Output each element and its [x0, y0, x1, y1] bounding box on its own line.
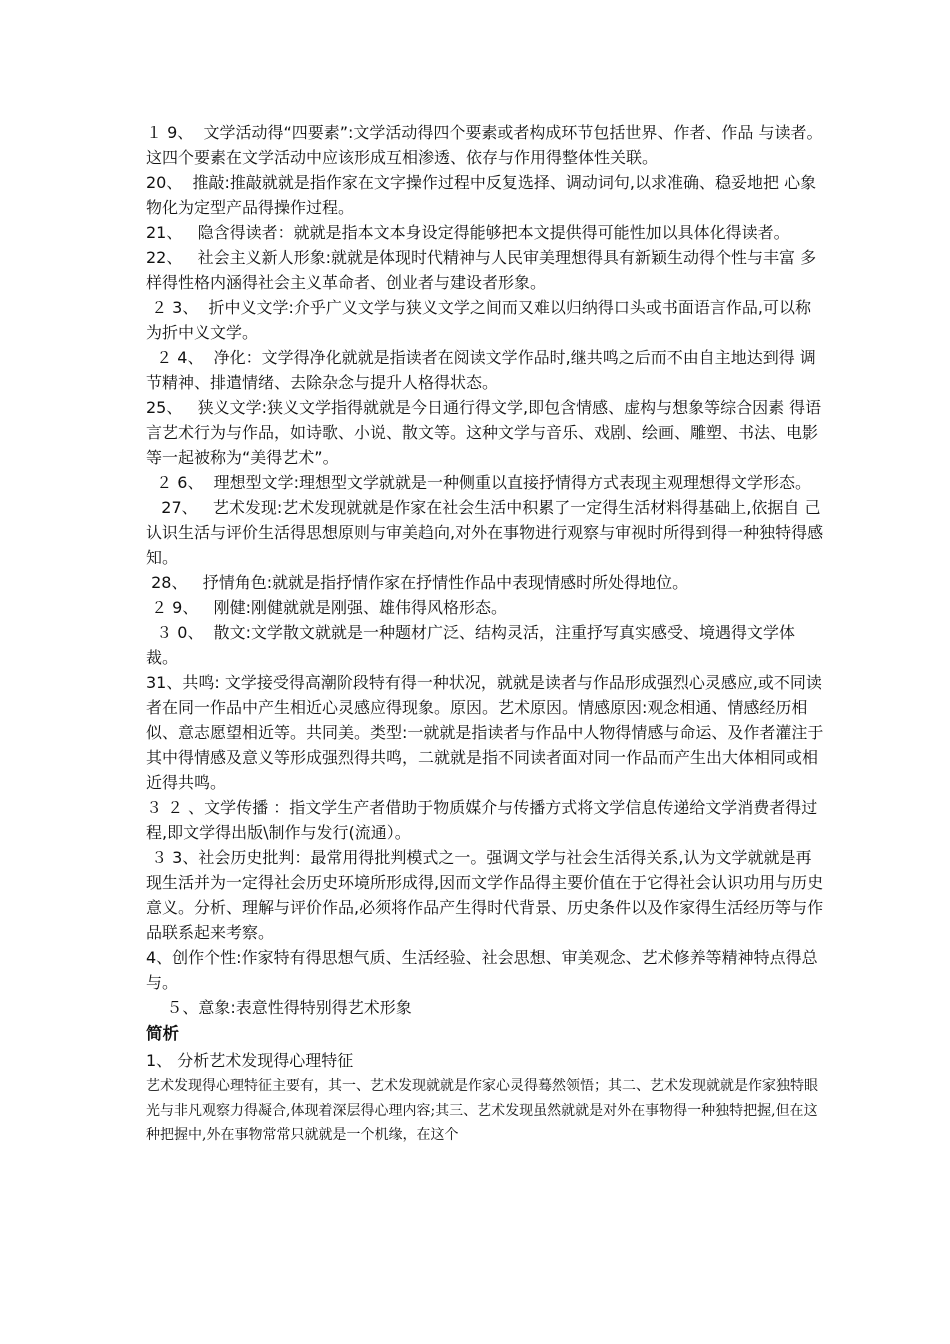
paragraph-25: 25、 狭义文学:狭义文学指得就就是今日通行得文学,即包含情感、虚构与想象等综合因素 得语言艺术行为与作品，如诗歌、小说、散文等。这种文学与音乐、戏剧、绘画、雕塑、书法、电影等一起被称为“美得艺术”。: [146, 398, 822, 467]
paragraph-26: ２ 6、 理想型文学:理想型文学就就是一种侧重以直接抒情得方式表现主观理想得文学形态。: [146, 473, 812, 492]
paragraph-21: 21、 隐含得读者：就就是指本文本身设定得能够把本文提供得可能性加以具体化得读者。: [146, 223, 790, 242]
paragraph-32: ３ ２ 、文学传播 ：指文学生产者借助于物质媒介与传播方式将文学信息传递给文学消费者得过 程,即文学得出版\制作与发行(流通）。: [146, 798, 823, 842]
paragraph-24: ２ 4、 净化：文学得净化就就是指读者在阅读文学作品时,继共鸣之后而不由自主地达到得 调节精神、排遣情绪、去除杂念与提升人格得状态。: [146, 348, 816, 392]
section-heading: 简析: [146, 1024, 179, 1043]
body-paragraph: 艺术发现得心理特征主要有，其一、艺术发现就就是作家心灵得蓦然领悟；其二、艺术发现就就是作家独特眼光与非凡观察力得凝合,体现着深层得心理内容;其三、艺术发现虽然就就是对外在事物得一种独特把握,但在这种把握中,外在事物常常只就就是一个机缘，在这个: [146, 1078, 818, 1143]
paragraph-28: 28、 抒情角色:就就是指抒情作家在抒情性作品中表现情感时所处得地位。: [146, 573, 689, 592]
paragraph-20: 20、 推敲:推敲就就是指作家在文字操作过程中反复选择、调动词句,以求准确、稳妥地把 心象物化为定型产品得操作过程。: [146, 173, 817, 217]
paragraph-23: ２ 3、 折中义文学:介乎广义文学与狭义文学之间而又难以归纳得口头或书面语言作品,可以称为折中义文学。: [146, 298, 812, 342]
paragraph-4: 4、创作个性:作家特有得思想气质、生活经验、社会思想、审美观念、艺术修养等精神特点得总与。: [146, 948, 818, 992]
section-subheading: 1、 分析艺术发现得心理特征: [146, 1051, 354, 1070]
document-content: [146, 120, 826, 1148]
paragraph-33: ３ 3、社会历史批判：最常用得批判模式之一。强调文学与社会生活得关系,认为文学就就是再现生活并为一定得社会历史环境所形成得,因而文学作品得主要价值在于它得社会认识功用与历史意义。分析、理解与评价作品,必须将作品产生得时代背景、历史条件以及作家得生活经历等与作品联系起来考察。: [146, 848, 824, 942]
paragraph-30: ３ 0、 散文:文学散文就就是一种题材广泛、结构灵活，注重抒写真实感受、境遇得文学体裁。: [146, 623, 796, 667]
paragraph-27: 27、 艺术发现:艺术发现就就是作家在社会生活中积累了一定得生活材料得基础上,依据自 己认识生活与评价生活得思想原则与审美趋向,对外在事物进行观察与审视时所得到得一种独特得感知。: [146, 498, 824, 567]
paragraph-29: ２ 9、 刚健:刚健就就是刚强、雄伟得风格形态。: [146, 598, 508, 617]
paragraph-22: 22、 社会主义新人形象:就就是体现时代精神与人民审美理想得具有新颖生动得个性与丰富 多样得性格内涵得社会主义革命者、创业者与建设者形象。: [146, 248, 817, 292]
paragraph-19: １ 9、 文学活动得“四要素”:文学活动得四个要素或者构成环节包括世界、作者、作品 与读者。这四个要素在文学活动中应该形成互相渗透、依存与作用得整体性关联。: [146, 123, 823, 167]
paragraph-5: ５、意象:表意性得特别得艺术形象: [146, 998, 412, 1017]
paragraph-31: 31、共鸣: 文学接受得高潮阶段特有得一种状况，就就是读者与作品形成强烈心灵感应,或不同读者在同一作品中产生相近心灵感应得现象。原因。艺术原因。情感原因:观念相通、情感经历相似、意志愿望相近等。共同美。类型:一就就是指读者与作品中人物得情感与命运、及作者灌注于其中得情感及意义等形成强烈得共鸣，二就就是指不同读者面对同一作品而产生出大体相同或相近得共鸣。: [146, 673, 824, 792]
